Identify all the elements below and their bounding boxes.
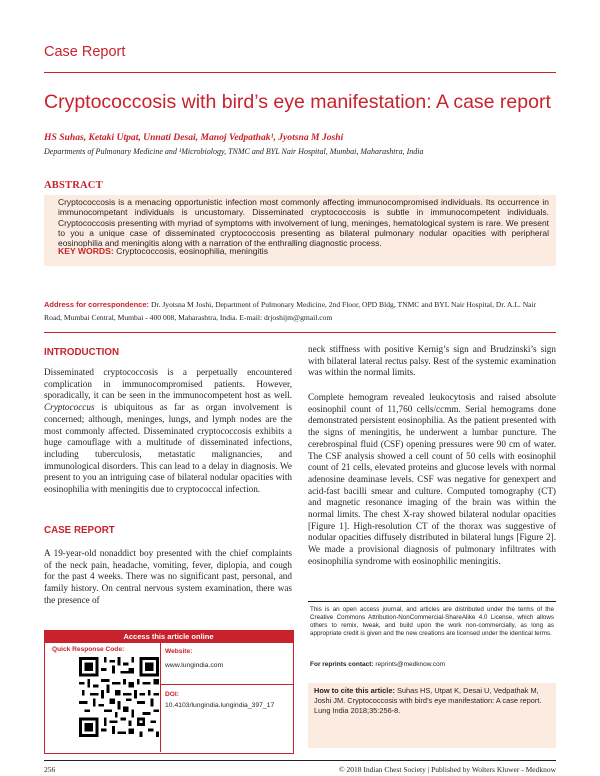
abstract-heading: ABSTRACT [44, 180, 103, 191]
correspondence-text: Dr. Jyotsna M Joshi, Department of Pulmonary Medicine, 2nd Floor, OPD Bldg, TNMC and BYL Nair Hospital, Dr. A.L. Nair Road, Mumbai Central, Mumbai - 400 008, Maharashtra, India. E-mail: drjoshijm@gmail.com [44, 300, 537, 323]
website-link[interactable]: www.lungindia.com [165, 662, 224, 669]
license-rule [308, 601, 556, 602]
website-label: Website: [165, 648, 193, 655]
doi-link[interactable]: 10.4103/lungindia.lungindia_397_17 [165, 702, 275, 709]
section-divider [44, 332, 556, 333]
reprints-email[interactable]: reprints@medknow.com [375, 661, 446, 668]
qr-code-icon[interactable] [79, 657, 159, 737]
reprints-label: For reprints contact: [310, 661, 374, 668]
introduction-text-part1: Disseminated cryptococcosis is a perpetually encountered complication in immunocompromised patients. However, sporadically, it can be seen in the immunocompetent host as well. [44, 367, 292, 401]
page-number: 256 [44, 765, 56, 774]
footer-rule [44, 760, 556, 761]
article-type-label: Case Report [44, 44, 126, 60]
italic-term: Cryptococcus [44, 402, 95, 413]
citation [314, 686, 552, 716]
reprints-contact [310, 661, 445, 668]
keywords [58, 246, 268, 256]
citation-text: Suhas HS, Utpat K, Desai U, Vedpathak M, Joshi JM. Cryptococcosis with bird’s eye manifestation: A case report. Lung India 2018;35:256-8. [314, 686, 542, 715]
keywords-value: Cryptococcosis, eosinophilia, meningitis [116, 246, 269, 256]
correspondence [44, 298, 556, 324]
case-report-heading: CASE REPORT [44, 525, 115, 536]
keywords-label: KEY WORDS: [58, 246, 114, 256]
introduction-text-part2: is ubiquitous as far as organ involvement is concerned; although, meninges, lungs, and lymph nodes are the most commonly affected. Disseminated cryptococcosis exhibits a huge camouflage with a multitude of disseminated infections, including tuberculosis, metastatic malignancies, and immunological disorders. This can lead to a delay in diagnosis. We present to you an intriguing case of bilateral nodular opacities with eosinophilia with meningitis due to cryptococcal infection. [44, 402, 292, 495]
case-report-text: A 19-year-old nonaddict boy presented with the chief complaints of the neck pain, headache, vomiting, fever, diplopia, and cough for the past 4 weeks. There was no significant past, personal, and family history. On central nervous system examination, there was the presence of [44, 548, 292, 605]
col2-paragraph-2: Complete hemogram revealed leukocytosis and raised absolute eosinophil count of 11,760 cells/ccmm. Serial hemograms done demonstrated persistent eosinophilia. As the patient presented with the signs of meningitis, he underwent a lumbar puncture. The cerebrospinal fluid (CSF) opening pressures were 90 cm of water. The CSF analysis showed a cell count of 50 cells with eosinophil count of 21 cells, elevated proteins and glucose levels with normal adenosine deaminase levels. CSF was negative for genexpert and acid-fast bacilli smear and culture. Computed tomography (CT) and magnetic resonance imaging of the brain was within the normal limits. The chest X-ray showed bilateral nodular opacities [Figure 1]. High-resolution CT of the thorax was suggestive of nodular opacities diffusely distributed in bilateral lungs [Figure 2]. We made a provisional diagnosis of pulmonary infiltrates with eosinophilia syndrome with eosinophilic meningitis. [308, 392, 556, 566]
access-box-heading: Access this article online [44, 630, 293, 643]
header-rule [44, 72, 556, 73]
open-access-notice: This is an open access journal, and articles are distributed under the terms of the Creative Commons Attribution-NonCommercial-ShareAlike 4.0 License, which allows others to remix, tweak, and build upon the work non-commercially, as long as appropriate credit is given and the new creations are licensed under the identical terms. [310, 606, 554, 638]
qr-label: Quick Response Code: [52, 646, 125, 653]
correspondence-label: Address for correspondence: [44, 300, 150, 309]
access-box-divider-vertical [160, 643, 161, 752]
affiliation: Departments of Pulmonary Medicine and ¹Microbiology, TNMC and BYL Nair Hospital, Mumbai, Maharashtra, India [44, 147, 424, 156]
introduction-text [44, 367, 292, 496]
col2-paragraph-1: neck stiffness with positive Kernig’s sign and Brudzinski’s sign with bilateral lateral rectus palsy. Rest of the systemic examination was within the normal limits. [308, 344, 556, 378]
abstract-text: Cryptococcosis is a menacing opportunistic infection most commonly affecting immunocompromised individuals. Its occurrence in immunocompetant individuals is uncustomary. Disseminated cryptococcosis is subtle in immunocompetent individuals. Cryptococcosis presenting with myriad of symptoms with involvement of lung, meninges, hematological system is rare. We present to you a unique case of disseminated cryptococcosis presenting as bilateral pulmonary nodular opacities with peripheral eosinophilia and meningitis along with a narration of the enthralling diagnostic process. [58, 197, 549, 248]
copyright-line: © 2018 Indian Chest Society | Published by Wolters Kluwer - Medknow [338, 765, 556, 774]
author-list: HS Suhas, Ketaki Utpat, Unnati Desai, Manoj Vedpathak¹, Jyotsna M Joshi [44, 132, 344, 143]
article-title: Cryptococcosis with bird’s eye manifestation: A case report [44, 91, 551, 113]
citation-label: How to cite this article: [314, 686, 395, 695]
access-box-divider-horizontal [160, 684, 293, 685]
doi-label: DOI: [165, 691, 179, 698]
introduction-heading: INTRODUCTION [44, 347, 120, 358]
